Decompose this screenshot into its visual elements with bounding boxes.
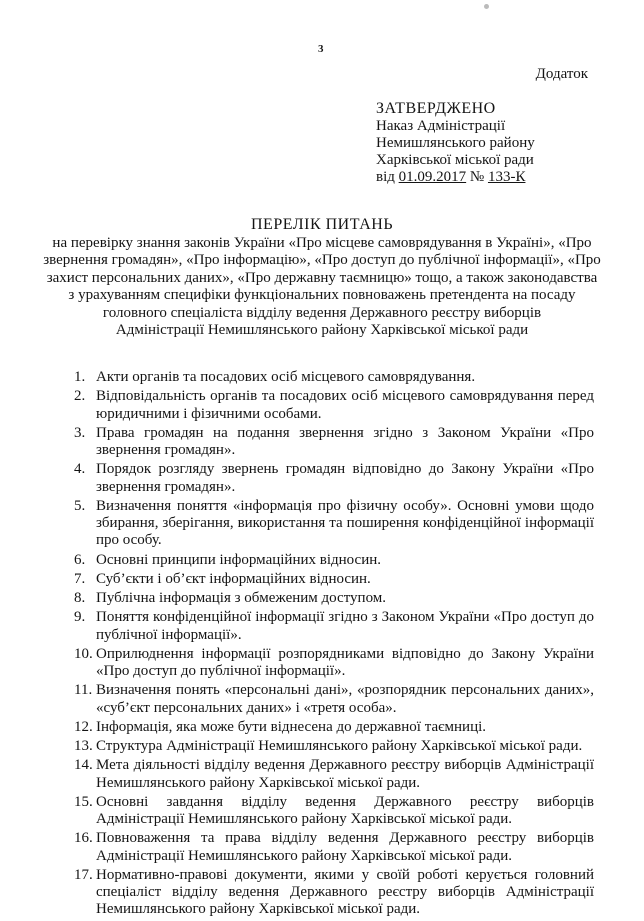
question-text: Поняття конфіденційної інформації згідно з Законом України «Про доступ до публічної інформації». [96, 609, 594, 643]
question-item [74, 867, 594, 919]
approval-block [376, 100, 535, 186]
question-text: Відповідальність органів та посадових осіб місцевого самоврядування перед юридичними і фізичними особами. [96, 388, 594, 422]
order-number: 133-К [487, 169, 526, 185]
question-item [74, 498, 594, 550]
question-number: 4. [74, 461, 86, 478]
question-number: 9. [74, 609, 86, 626]
approval-line-3: Харківської міської ради [376, 152, 534, 168]
order-date: 01.09.2017 [398, 169, 467, 185]
question-item [74, 552, 594, 569]
question-text: Нормативно-правові документи, якими у своїй роботі керується головний спеціаліст відділу ведення Державного реєстру виборців Адміністрації Немишлянського району Харківської міської ради. [96, 866, 594, 918]
title-line: захист персональних даних», «Про державну таємницю» тощо, а також законодавства [46, 269, 598, 286]
question-text: Основні принципи інформаційних відносин. [96, 551, 381, 568]
question-text: Права громадян на подання звернення згідно з Законом України «Про звернення громадян». [96, 424, 594, 458]
question-text: Визначення поняття «інформація про фізичну особу». Основні умови щодо збирання, зберігання, використання та поширення конфіденційної інформації про особу. [96, 497, 594, 549]
question-number: 15. [74, 793, 93, 810]
question-number: 17. [74, 866, 93, 883]
question-text: Мета діяльності відділу ведення Державного реєстру виборців Адміністрації Немишлянського району Харківської міської ради. [96, 757, 594, 791]
question-item [74, 461, 594, 495]
question-text: Повноваження та права відділу ведення Державного реєстру виборців Адміністрації Немишлянського району Харківської міської ради. [96, 830, 594, 864]
question-number: 1. [74, 369, 86, 385]
question-number: 8. [74, 590, 86, 607]
date-prefix: від [376, 169, 399, 185]
number-sign: № [466, 169, 488, 185]
question-list [74, 369, 594, 921]
title-line: з урахуванням специфіки функціональних повноважень претендента на посаду [68, 287, 576, 303]
question-number: 3. [74, 424, 86, 441]
question-text: Публічна інформація з обмеженим доступом. [96, 590, 387, 607]
question-item [74, 571, 594, 588]
question-number: 10. [74, 645, 93, 662]
question-text: Визначення понять «персональні дані», «розпорядник персональних даних», «суб’єкт персональних даних» і «третя особа». [96, 682, 594, 716]
scan-speck [484, 4, 489, 9]
question-number: 13. [74, 738, 93, 755]
question-item [74, 757, 594, 791]
question-item [74, 590, 594, 607]
approval-line-2: Немишлянського району [376, 135, 535, 151]
question-text: Акти органів та посадових осіб місцевого самоврядування. [96, 369, 476, 385]
question-item [74, 646, 594, 680]
question-number: 11. [74, 682, 93, 699]
question-number: 2. [74, 388, 86, 405]
question-text: Суб’єкти і об’єкт інформаційних відносин. [96, 570, 371, 587]
approval-line-1: Наказ Адміністрації [376, 118, 506, 134]
question-item [74, 609, 594, 643]
approval-heading: ЗАТВЕРДЖЕНО [376, 100, 496, 117]
title-line: звернення громадян», «Про інформацію», «Про доступ до публічної інформації», «Про [43, 252, 601, 268]
title-line: Адміністрації Немишлянського району Харківської міської ради [115, 322, 529, 338]
question-text: Порядок розгляду звернень громадян відповідно до Закону України «Про звернення громадян». [96, 461, 594, 495]
title-heading: ПЕРЕЛІК ПИТАНЬ [250, 216, 394, 233]
question-number: 16. [74, 830, 93, 847]
document-title [40, 216, 604, 340]
title-line: головного спеціаліста відділу ведення Державного реєстру виборців [102, 304, 542, 321]
question-item [74, 719, 594, 736]
question-item [74, 425, 594, 459]
question-item [74, 369, 594, 386]
approval-date-line [376, 169, 535, 186]
page-number: 3 [318, 43, 324, 55]
question-number: 5. [74, 497, 86, 514]
addendum-label: Додаток [535, 66, 588, 82]
question-number: 14. [74, 757, 93, 774]
question-text: Оприлюднення інформації розпорядниками відповідно до Закону України «Про доступ до публічної інформації». [96, 645, 594, 680]
question-text: Основні завдання відділу ведення Державного реєстру виборців Адміністрації Немишлянського району Харківської міської ради. [96, 793, 594, 828]
question-number: 7. [74, 570, 86, 587]
question-item [74, 388, 594, 422]
question-number: 12. [74, 718, 93, 735]
question-text: Інформація, яка може бути віднесена до державної таємниці. [96, 718, 487, 735]
title-line: на перевірку знання законів України «Про місцеве самоврядування в Україні», «Про [52, 234, 592, 251]
question-item [74, 738, 594, 755]
question-item [74, 682, 594, 716]
question-item [74, 830, 594, 864]
question-text: Структура Адміністрації Немишлянського району Харківської міської ради. [96, 738, 583, 755]
question-item [74, 794, 594, 828]
question-number: 6. [74, 551, 86, 568]
